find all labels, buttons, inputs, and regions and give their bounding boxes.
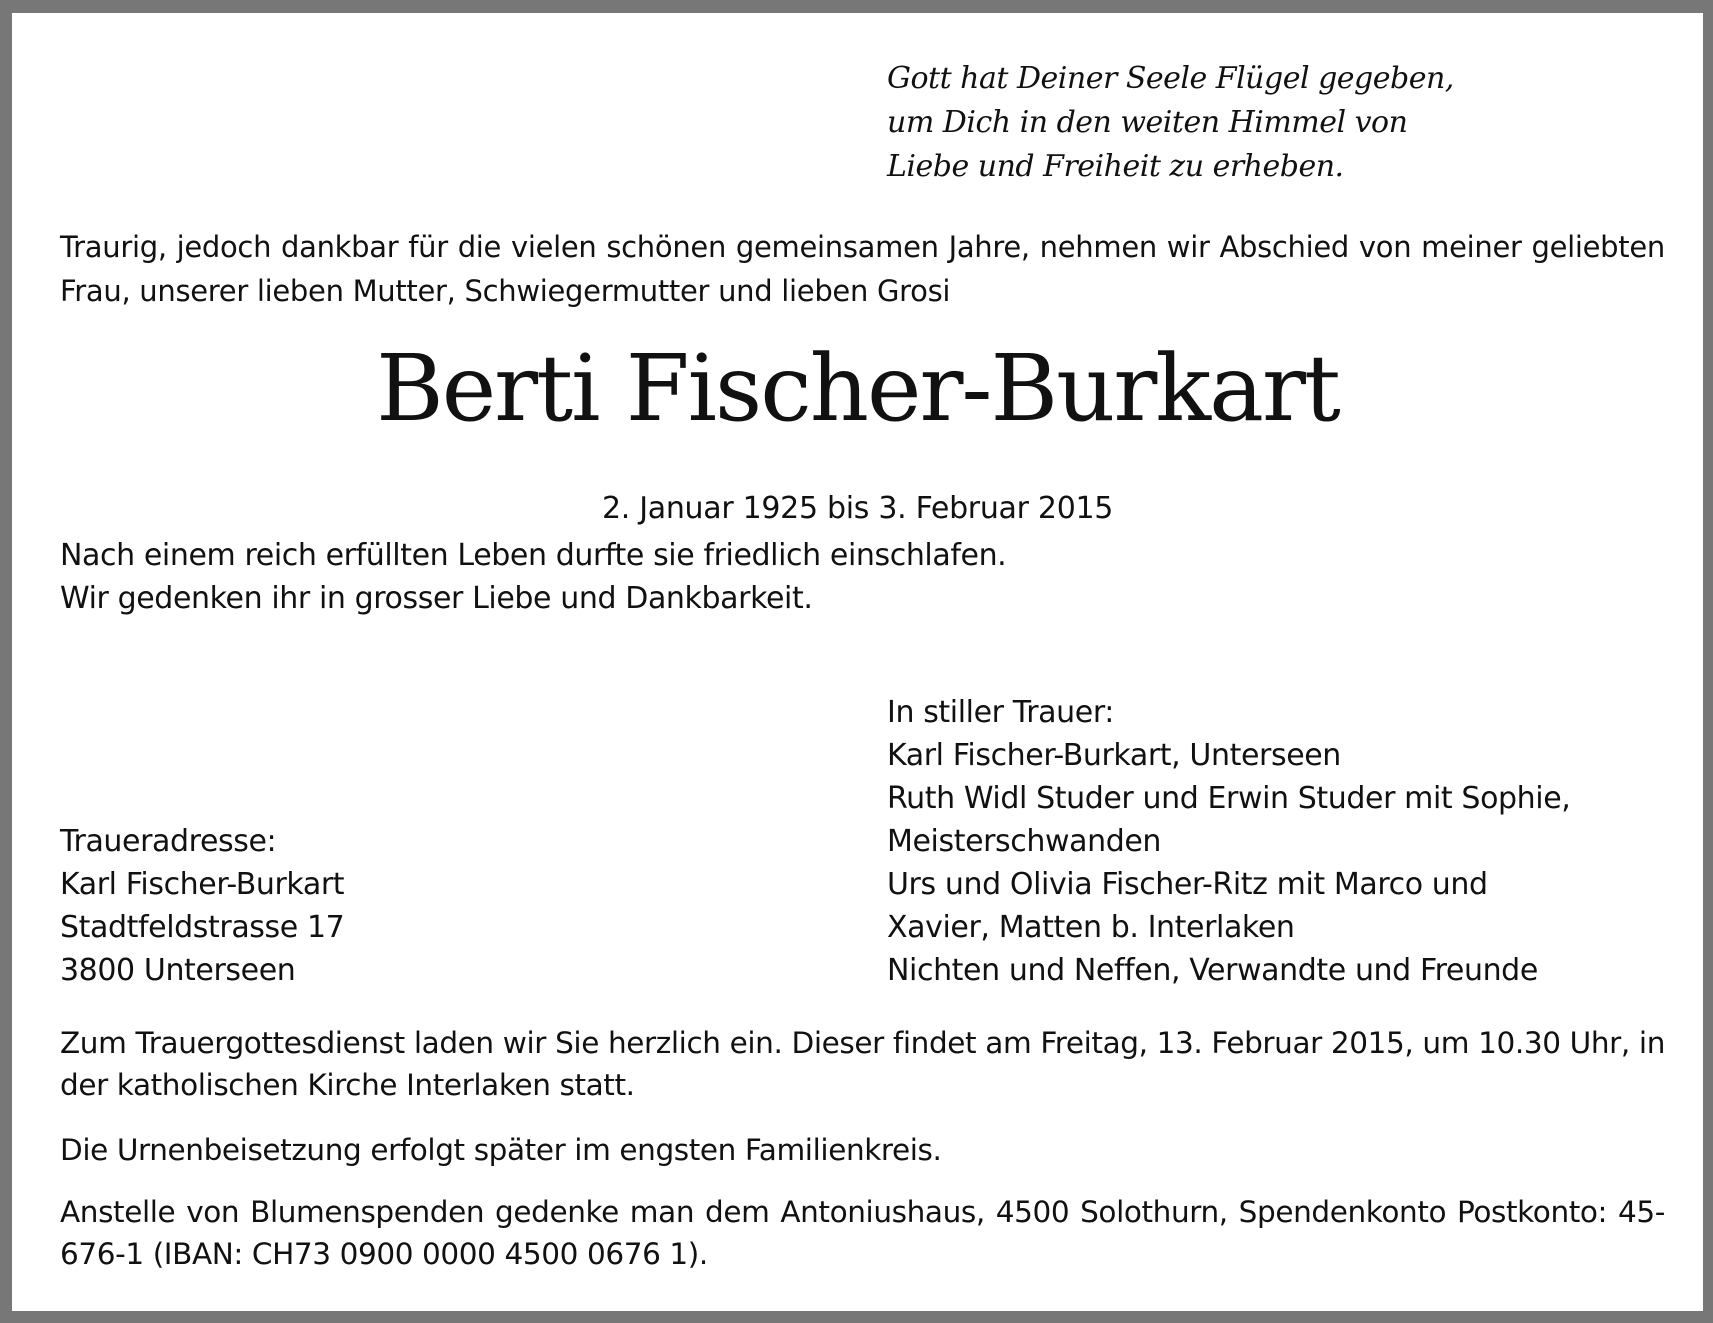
intro-paragraph: Traurig, jedoch dankbar für die vielen schönen gemeinsamen Jahre, nehmen wir Abschied von meiner geliebten Frau, unserer lieben Mutter, Schwiegermutter und lieben Grosi bbox=[60, 230, 1665, 308]
mourner-line: Karl Fischer-Burkart, Unterseen bbox=[887, 738, 1341, 773]
mourner-line: Xavier, Matten b. Interlaken bbox=[887, 910, 1295, 945]
mourners-heading: In stiller Trauer: bbox=[887, 695, 1114, 730]
poem-line: um Dich in den weiten Himmel von bbox=[887, 105, 1408, 140]
poem-verse bbox=[887, 57, 1647, 189]
life-dates: 2. Januar 1925 bis 3. Februar 2015 bbox=[601, 491, 1114, 526]
address-line: Karl Fischer-Burkart bbox=[60, 867, 345, 902]
poem-line: Liebe und Freiheit zu erheben. bbox=[887, 149, 1344, 184]
address-line: Stadtfeldstrasse 17 bbox=[60, 910, 345, 945]
mourner-line: Ruth Widl Studer und Erwin Studer mit Sophie, bbox=[887, 781, 1571, 816]
mourner-line: Meisterschwanden bbox=[887, 824, 1162, 859]
remembrance-line: Nach einem reich erfüllten Leben durfte sie friedlich einschlafen. bbox=[60, 538, 1007, 573]
mourners-list bbox=[887, 691, 1570, 992]
burial-paragraph: Die Urnenbeisetzung erfolgt später im engsten Familienkreis. bbox=[60, 1133, 942, 1167]
service-paragraph: Zum Trauergottesdienst laden wir Sie herzlich ein. Dieser findet am Freitag, 13. Februar 2015, um 10.30 Uhr, in der katholischen Kirche Interlaken statt. bbox=[60, 1026, 1665, 1102]
address-line: 3800 Unterseen bbox=[60, 953, 296, 988]
deceased-name: Berti Fischer-Burkart bbox=[376, 335, 1339, 442]
mourning-address bbox=[60, 820, 344, 992]
address-heading: Traueradresse: bbox=[60, 824, 277, 859]
remembrance-paragraph bbox=[60, 534, 1006, 620]
poem-line: Gott hat Deiner Seele Flügel gegeben, bbox=[887, 61, 1454, 96]
mourner-line: Urs und Olivia Fischer-Ritz mit Marco und bbox=[887, 867, 1488, 902]
mourner-line: Nichten und Neffen, Verwandte und Freunde bbox=[887, 953, 1538, 988]
donation-paragraph: Anstelle von Blumenspenden gedenke man dem Antoniushaus, 4500 Solothurn, Spendenkonto Postkonto: 45-676-1 (IBAN: CH73 0900 0000 4500 0676 1). bbox=[60, 1195, 1665, 1271]
remembrance-line: Wir gedenken ihr in grosser Liebe und Dankbarkeit. bbox=[60, 581, 813, 616]
obituary-notice bbox=[12, 13, 1703, 1311]
